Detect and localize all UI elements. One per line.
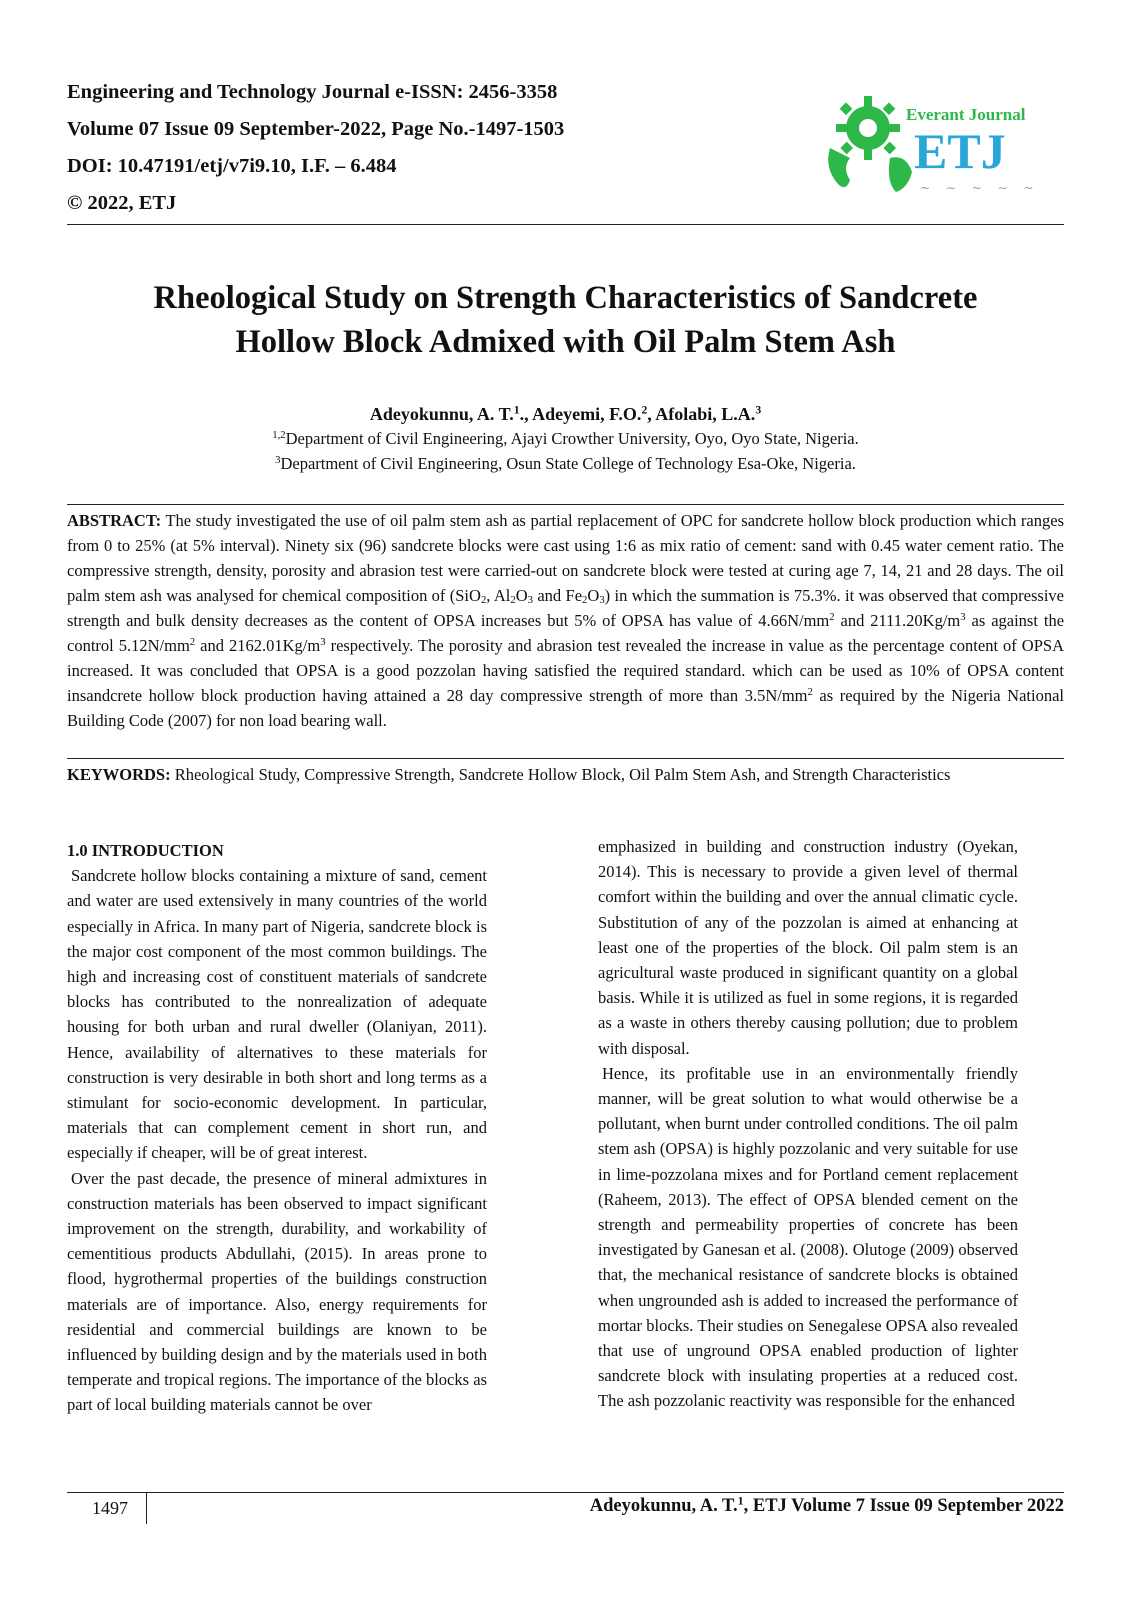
- keywords-text: Rheological Study, Compressive Strength, Sandcrete Hollow Block, Oil Palm Stem Ash, and Strength Characteristics: [170, 765, 951, 784]
- section-heading-introduction: 1.0 INTRODUCTION: [67, 841, 224, 860]
- author-2: Adeyemi, F.O.: [532, 404, 642, 424]
- authors: Adeyokunnu, A. T.$^1$., Adeyemi, F.O.$^2$, Afolabi, L.A.$^3$: [369, 403, 762, 424]
- affiliation-1: $^{1,2}$Department of Civil Engineering, Ajayi Crowther University, Oyo, Oyo State, Nigeria.: [272, 429, 859, 448]
- keywords-label: KEYWORDS:: [67, 765, 171, 784]
- header-divider: [67, 224, 1064, 225]
- abstract-label: ABSTRACT:: [67, 511, 162, 530]
- affiliation-2: $^3$Department of Civil Engineering, Osun State College of Technology Esa-Oke, Nigeria.: [275, 454, 856, 473]
- footer-divider: [67, 1492, 1064, 1493]
- paragraph-3: emphasized in building and construction industry (Oyekan, 2014). This is necessary to provide a given level of thermal comfort within the building and over the annual climatic cycle. Substitution of any of the pozzolan is aimed at enhancing at least one of the properties of the block. Oil palm stem is an agricultural waste produced in significant quantity on a global basis. While it is utilized as fuel in some regions, it is regarded as a waste in others thereby causing pollution; due to problem with disposal.: [598, 837, 1018, 1058]
- paragraph-2: Over the past decade, the presence of mineral admixtures in construction materials has been observed to impact significant improvement on the strength, durability, and workability of cementitious products Abdullahi, (2015). In areas prone to flood, hygrothermal properties of the buildings construction materials are of importance. Also, energy requirements for residential and commercial buildings are known to be influenced by building design and by the materials used in both temperate and tropical regions. The importance of the blocks as part of local building materials cannot be over: [67, 1168, 487, 1415]
- column-left: [67, 838, 487, 1418]
- journal-name: Engineering and Technology Journal e-ISSN: 2456-3358: [67, 81, 558, 103]
- logo-text-top: Everant Journal: [906, 105, 1026, 124]
- volume-issue: Volume 07 Issue 09 September-2022, Page No.-1497-1503: [67, 118, 565, 140]
- keywords: [67, 762, 1064, 787]
- doi: DOI: 10.47191/etj/v7i9.10, I.F. – 6.484: [67, 155, 397, 177]
- copyright: © 2022, ETJ: [67, 192, 177, 214]
- svg-text:~ ∼ ~ ∼ ~: ~ ∼ ~ ∼ ~: [920, 181, 1040, 195]
- column-right: [598, 834, 1018, 1414]
- logo-text-main: ETJ: [914, 123, 1006, 179]
- paragraph-4: Hence, its profitable use in an environmentally friendly manner, will be great solution to what would otherwise be a pollutant, when burnt under controlled conditions. The oil palm stem ash (OPSA) is highly pozzolanic and very suitable for use in lime-pozzolana mixes and for Portland cement replacement (Raheem, 2013). The effect of OPSA blended cement on the strength and permeability properties of concrete has been investigated by Ganesan et al. (2008). Olutoge (2009) observed that, the mechanical resistance of sandcrete blocks is obtained when ungrounded ash is added to increased the performance of mortar blocks. Their studies on Senegalese OPSA also revealed that use of unground OPSA enabled production of lighter sandcrete block with insulating properties at a reduced cost. The ash pozzolanic reactivity was responsible for the enhanced: [598, 1063, 1018, 1411]
- title-line-2: Hollow Block Admixed with Oil Palm Stem Ash: [235, 324, 896, 360]
- footer-citation: Adeyokunnu, A. T.$^1$, ETJ Volume 7 Issue 09 September 2022: [589, 1493, 1064, 1516]
- author-3: Afolabi, L.A.: [655, 404, 756, 424]
- abstract-bottom-rule: [67, 758, 1064, 759]
- gear-icon: [836, 96, 900, 160]
- abstract-top-rule: [67, 504, 1064, 505]
- footer-separator: [146, 1492, 147, 1524]
- etj-logo: [820, 88, 1040, 208]
- journal-header: [67, 74, 767, 222]
- paper-title: [67, 276, 1064, 364]
- title-line-1: Rheological Study on Strength Characteristics of Sandcrete: [153, 280, 978, 316]
- page-number: 1497: [92, 1498, 128, 1518]
- abstract: ABSTRACT: The study investigated the use of oil palm stem ash as partial replacement of OPC for sandcrete hollow block production which ranges from 0 to 25% (at 5% interval). Ninety six (96) sandcrete blocks were cast using 1:6 as mix ratio of cement: sand with 0.45 water cement ratio. The compressive strength, density, porosity and abrasion test were carried-out on sandcrete block were tested at curing age 7, 14, 21 and 28 days. The oil palm stem ash was analysed for chemical composition of (SiO$_2$, $Al_2O_3$ and $Fe_2O_3$) in which the summation is 75.3%. it was observed that compressive strength and bulk density decreases as the content of OPSA increases but 5% of OPSA has value of $4.66N/mm^2$ and $2111.20Kg/m^3$ as against the control $5.12N/mm^2$ and $2162.01Kg/m^3$ respectively. The porosity and abrasion test revealed the increase in value as the percentage content of OPSA increased. It was concluded that OPSA is a good pozzolan having satisfied the required standard. which can be used as 10% of OPSA content insandcrete hollow block production having attained a 28 day compressive strength of more than $3.5N/mm^2$ as required by the Nigeria National Building Code (2007) for non load bearing wall.: [67, 511, 1065, 730]
- author-1: Adeyokunnu, A. T.: [369, 404, 514, 424]
- paragraph-1: Sandcrete hollow blocks containing a mixture of sand, cement and water are used extensively in many countries of the world especially in Africa. In many part of Nigeria, sandcrete block is the major cost component of the most common buildings. The high and increasing cost of constituent materials of sandcrete blocks has contributed to the nonrealization of adequate housing for both urban and rural dweller (Olaniyan, 2011). Hence, availability of alternatives to these materials for construction is very desirable in both short and long terms as a stimulant for socio-economic development. In particular, materials that can complement cement in short run, and especially if cheaper, will be of great interest.: [67, 866, 487, 1163]
